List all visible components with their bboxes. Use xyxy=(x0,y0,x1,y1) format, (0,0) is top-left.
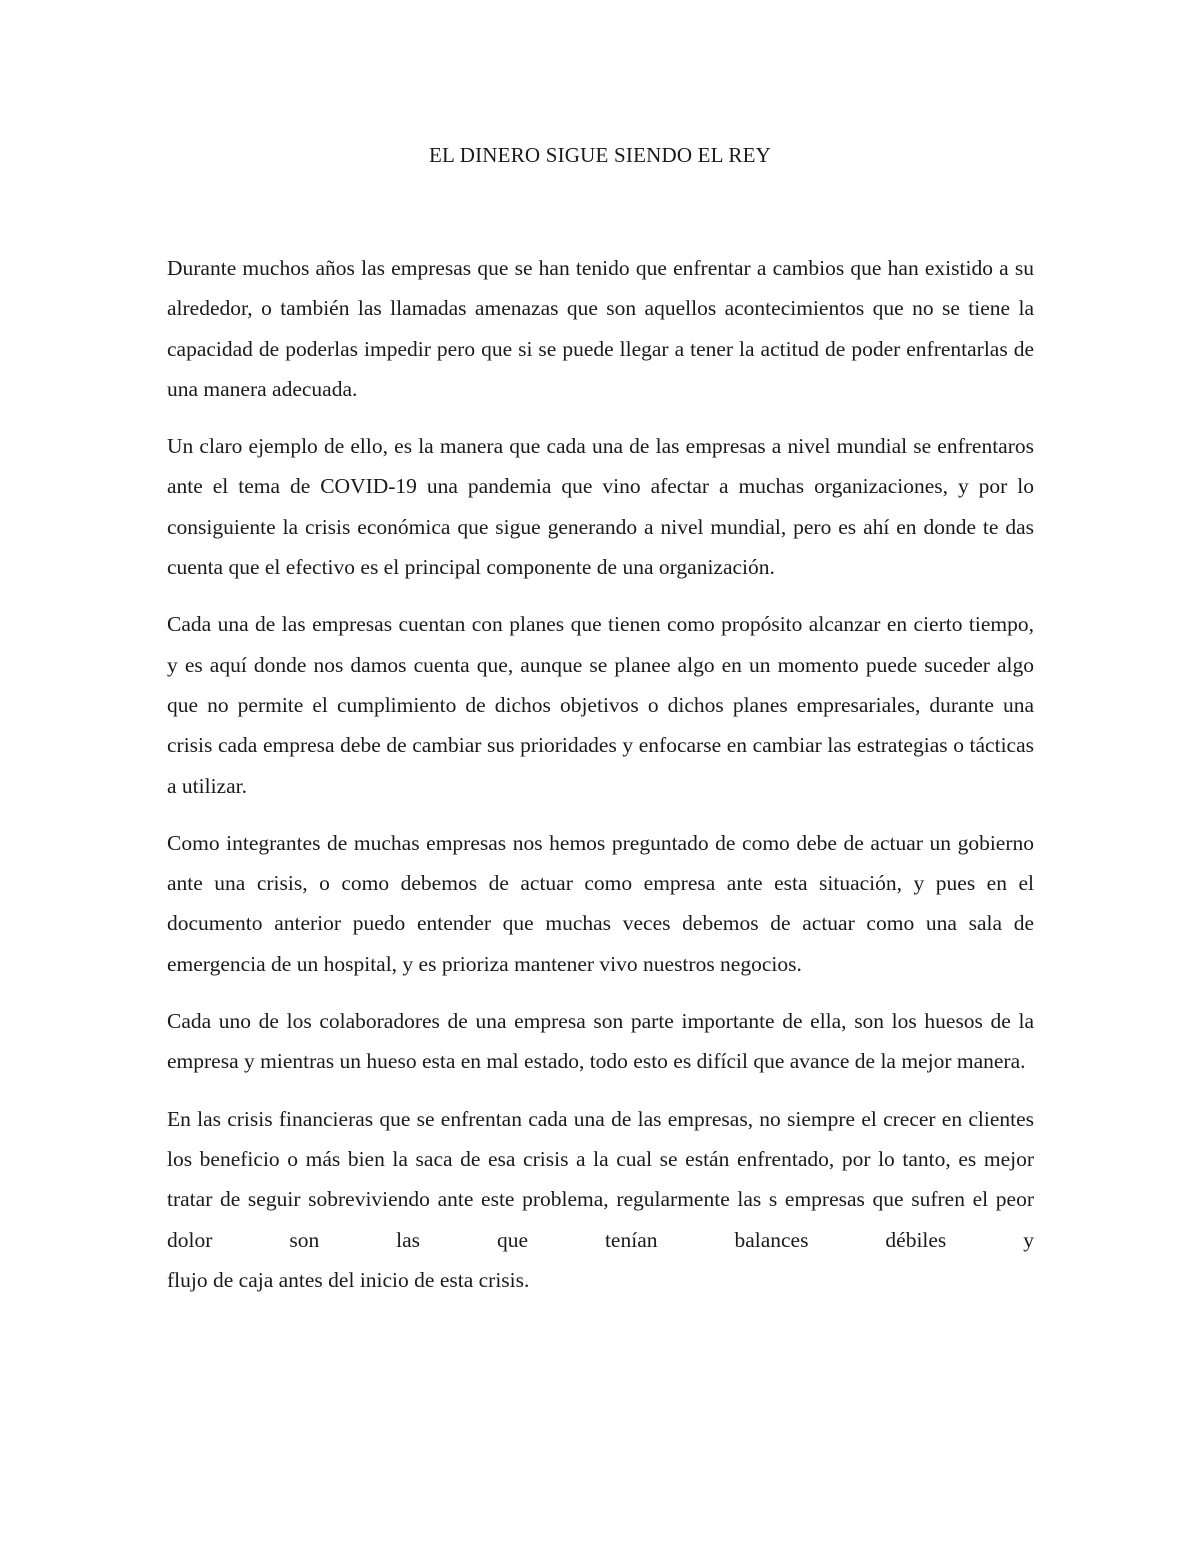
paragraph-6: En las crisis financieras que se enfrentan cada una de las empresas, no siempre el crecer en clientes los beneficio o más bien la saca de esa crisis a la cual se están enfrentado, por lo tanto, es mejor tratar de seguir sobreviviendo ante este problema, regularmente las s empresas que sufren el peor dolor son las que tenían balances débiles y xyxy=(167,1106,1034,1252)
paragraph-4: Como integrantes de muchas empresas nos hemos preguntado de como debe de actuar un gobierno ante una crisis, o como debemos de actuar como empresa ante esta situación, y pues en el documento anterior puedo entender que muchas veces debemos de actuar como una sala de emergencia de un hospital, y es prioriza mantener vivo nuestros negocios. xyxy=(167,830,1034,976)
paragraph-1: Durante muchos años las empresas que se han tenido que enfrentar a cambios que han existido a su alrededor, o también las llamadas amenazas que son aquellos acontecimientos que no se tiene la capacidad de poderlas impedir pero que si se puede llegar a tener la actitud de poder enfrentarlas de una manera adecuada. xyxy=(167,256,1034,401)
paragraph-6-continuation: flujo de caja antes del inicio de esta crisis. xyxy=(167,1267,530,1292)
document-title: EL DINERO SIGUE SIENDO EL REY xyxy=(429,143,771,167)
paragraph-2: Un claro ejemplo de ello, es la manera que cada una de las empresas a nivel mundial se enfrentaros ante el tema de COVID-19 una pandemia que vino afectar a muchas organizaciones, y por lo consiguiente la crisis económica que sigue generando a nivel mundial, pero es ahí en donde te das cuenta que el efectivo es el principal componente de una organización. xyxy=(167,434,1034,580)
document-body xyxy=(167,248,1034,1317)
paragraph-3: Cada una de las empresas cuentan con planes que tienen como propósito alcanzar en cierto tiempo, y es aquí donde nos damos cuenta que, aunque se planee algo en un momento puede suceder algo que no permite el cumplimiento de dichos objetivos o dichos planes empresariales, durante una crisis cada empresa debe de cambiar sus prioridades y enfocarse en cambiar las estrategias o tácticas a utilizar. xyxy=(167,612,1034,798)
paragraph-5: Cada uno de los colaboradores de una empresa son parte importante de ella, son los huesos de la empresa y mientras un hueso esta en mal estado, todo esto es difícil que avance de la mejor manera. xyxy=(167,1009,1034,1074)
